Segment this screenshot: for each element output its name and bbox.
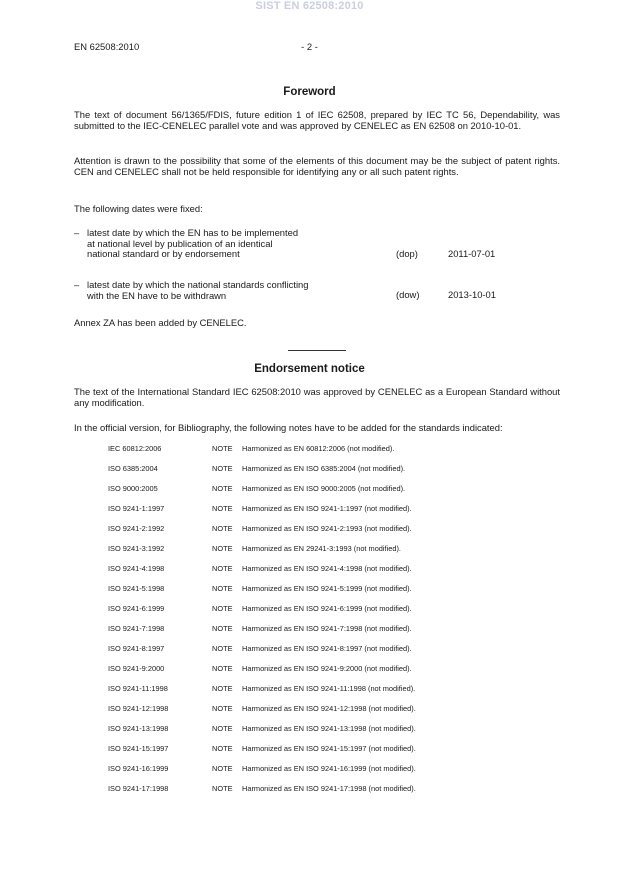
- reference-note-label: NOTE: [212, 724, 233, 733]
- list-dash: –: [74, 279, 80, 290]
- reference-row: [108, 564, 548, 575]
- reference-row: [108, 464, 548, 475]
- date-item-text: latest date by which the national standards conflicting with the EN have to be withdrawn: [87, 279, 309, 301]
- reference-note-label: NOTE: [212, 664, 233, 673]
- reference-standard-id: ISO 9241-15:1997: [108, 744, 169, 753]
- date-value: 2011-07-01: [448, 248, 496, 259]
- reference-row: [108, 524, 548, 535]
- reference-harmonization-text: Harmonized as EN ISO 9241-12:1998 (not modified).: [242, 704, 416, 713]
- reference-standard-id: ISO 9241-11:1998: [108, 684, 168, 693]
- reference-row: [108, 504, 548, 515]
- reference-harmonization-text: Harmonized as EN ISO 9241-5:1999 (not modified).: [242, 584, 412, 593]
- reference-row: [108, 684, 548, 695]
- foreword-title: Foreword: [283, 86, 336, 98]
- reference-row: [108, 744, 548, 755]
- reference-harmonization-text: Harmonized as EN ISO 9241-9:2000 (not modified).: [242, 664, 412, 673]
- list-dash: –: [74, 227, 80, 238]
- reference-harmonization-text: Harmonized as EN ISO 9241-11:1998 (not modified).: [242, 684, 416, 693]
- reference-note-label: NOTE: [212, 784, 233, 793]
- reference-note-label: NOTE: [212, 464, 233, 473]
- reference-note-label: NOTE: [212, 704, 233, 713]
- reference-row: [108, 644, 548, 655]
- reference-row: [108, 624, 548, 635]
- endorsement-paragraph-1: The text of the International Standard IEC 62508:2010 was approved by CENELEC as a European Standard without any modification.: [74, 386, 560, 408]
- reference-standard-id: ISO 9241-13:1998: [108, 724, 169, 733]
- reference-standard-id: ISO 6385:2004: [108, 464, 158, 473]
- reference-standard-id: ISO 9241-12:1998: [108, 704, 169, 713]
- reference-row: [108, 724, 548, 735]
- reference-note-label: NOTE: [212, 484, 233, 493]
- foreword-paragraph-2: Attention is drawn to the possibility that some of the elements of this document may be the subject of patent rights. CEN and CENELEC shall not be held responsible for identifying any or all such patent rights.: [74, 155, 560, 177]
- reference-note-label: NOTE: [212, 544, 233, 553]
- reference-note-label: NOTE: [212, 564, 233, 573]
- reference-standard-id: ISO 9241-17:1998: [108, 784, 169, 793]
- reference-harmonization-text: Harmonized as EN ISO 9241-1:1997 (not modified).: [242, 504, 412, 513]
- date-abbr: (dow): [396, 289, 420, 300]
- reference-harmonization-text: Harmonized as EN ISO 9000:2005 (not modified).: [242, 484, 406, 493]
- reference-note-label: NOTE: [212, 584, 233, 593]
- reference-harmonization-text: Harmonized as EN 60812:2006 (not modified).: [242, 444, 395, 453]
- watermark: SIST EN 62508:2010: [255, 0, 364, 12]
- reference-row: [108, 784, 548, 795]
- reference-standard-id: ISO 9241-5:1998: [108, 584, 165, 593]
- document-id: EN 62508:2010: [74, 41, 140, 52]
- reference-standard-id: IEC 60812:2006: [108, 444, 162, 453]
- reference-standard-id: ISO 9241-3:1992: [108, 544, 165, 553]
- reference-harmonization-text: Harmonized as EN ISO 9241-13:1998 (not modified).: [242, 724, 416, 733]
- reference-note-label: NOTE: [212, 744, 233, 753]
- reference-note-label: NOTE: [212, 684, 233, 693]
- dates-intro: The following dates were fixed:: [74, 203, 203, 214]
- date-abbr: (dop): [396, 248, 418, 259]
- endorsement-title: Endorsement notice: [254, 363, 365, 375]
- reference-standard-id: ISO 9241-2:1992: [108, 524, 165, 533]
- date-item-text: latest date by which the EN has to be implemented at national level by publication of an identical national standard or by endorsement: [87, 227, 299, 259]
- reference-row: [108, 604, 548, 615]
- reference-note-label: NOTE: [212, 444, 233, 453]
- reference-row: [108, 444, 548, 455]
- reference-harmonization-text: Harmonized as EN ISO 9241-7:1998 (not modified).: [242, 624, 412, 633]
- reference-standard-id: ISO 9241-1:1997: [108, 504, 165, 513]
- endorsement-paragraph-2: In the official version, for Bibliography, the following notes have to be added for the standards indicated:: [74, 422, 503, 433]
- reference-note-label: NOTE: [212, 504, 233, 513]
- reference-standard-id: ISO 9241-4:1998: [108, 564, 165, 573]
- reference-standard-id: ISO 9241-9:2000: [108, 664, 165, 673]
- reference-standard-id: ISO 9000:2005: [108, 484, 158, 493]
- reference-standard-id: ISO 9241-7:1998: [108, 624, 165, 633]
- reference-harmonization-text: Harmonized as EN ISO 9241-16:1999 (not modified).: [242, 764, 416, 773]
- reference-row: [108, 484, 548, 495]
- reference-row: [108, 764, 548, 775]
- section-divider: [288, 350, 346, 351]
- reference-harmonization-text: Harmonized as EN ISO 9241-15:1997 (not modified).: [242, 744, 416, 753]
- reference-note-label: NOTE: [212, 604, 233, 613]
- reference-harmonization-text: Harmonized as EN ISO 9241-17:1998 (not modified).: [242, 784, 416, 793]
- reference-note-label: NOTE: [212, 764, 233, 773]
- reference-row: [108, 704, 548, 715]
- reference-note-label: NOTE: [212, 524, 233, 533]
- reference-harmonization-text: Harmonized as EN ISO 6385:2004 (not modified).: [242, 464, 406, 473]
- reference-note-label: NOTE: [212, 624, 233, 633]
- reference-standard-id: ISO 9241-16:1999: [108, 764, 169, 773]
- reference-row: [108, 584, 548, 595]
- reference-row: [108, 664, 548, 675]
- reference-harmonization-text: Harmonized as EN ISO 9241-2:1993 (not modified).: [242, 524, 412, 533]
- annex-note: Annex ZA has been added by CENELEC.: [74, 317, 247, 328]
- foreword-paragraph-1: The text of document 56/1365/FDIS, future edition 1 of IEC 62508, prepared by IEC TC 56, Dependability, was submitted to the IEC-CENELEC parallel vote and was approved by CENELEC as EN 62508 on 2010-10-01.: [74, 109, 560, 131]
- reference-standard-id: ISO 9241-6:1999: [108, 604, 165, 613]
- reference-note-label: NOTE: [212, 644, 233, 653]
- reference-harmonization-text: Harmonized as EN ISO 9241-8:1997 (not modified).: [242, 644, 412, 653]
- reference-harmonization-text: Harmonized as EN ISO 9241-4:1998 (not modified).: [242, 564, 412, 573]
- reference-harmonization-text: Harmonized as EN 29241-3:1993 (not modified).: [242, 544, 401, 553]
- page-number: - 2 -: [301, 41, 318, 52]
- date-value: 2013-10-01: [448, 289, 496, 300]
- reference-harmonization-text: Harmonized as EN ISO 9241-6:1999 (not modified).: [242, 604, 412, 613]
- reference-standard-id: ISO 9241-8:1997: [108, 644, 165, 653]
- reference-row: [108, 544, 548, 555]
